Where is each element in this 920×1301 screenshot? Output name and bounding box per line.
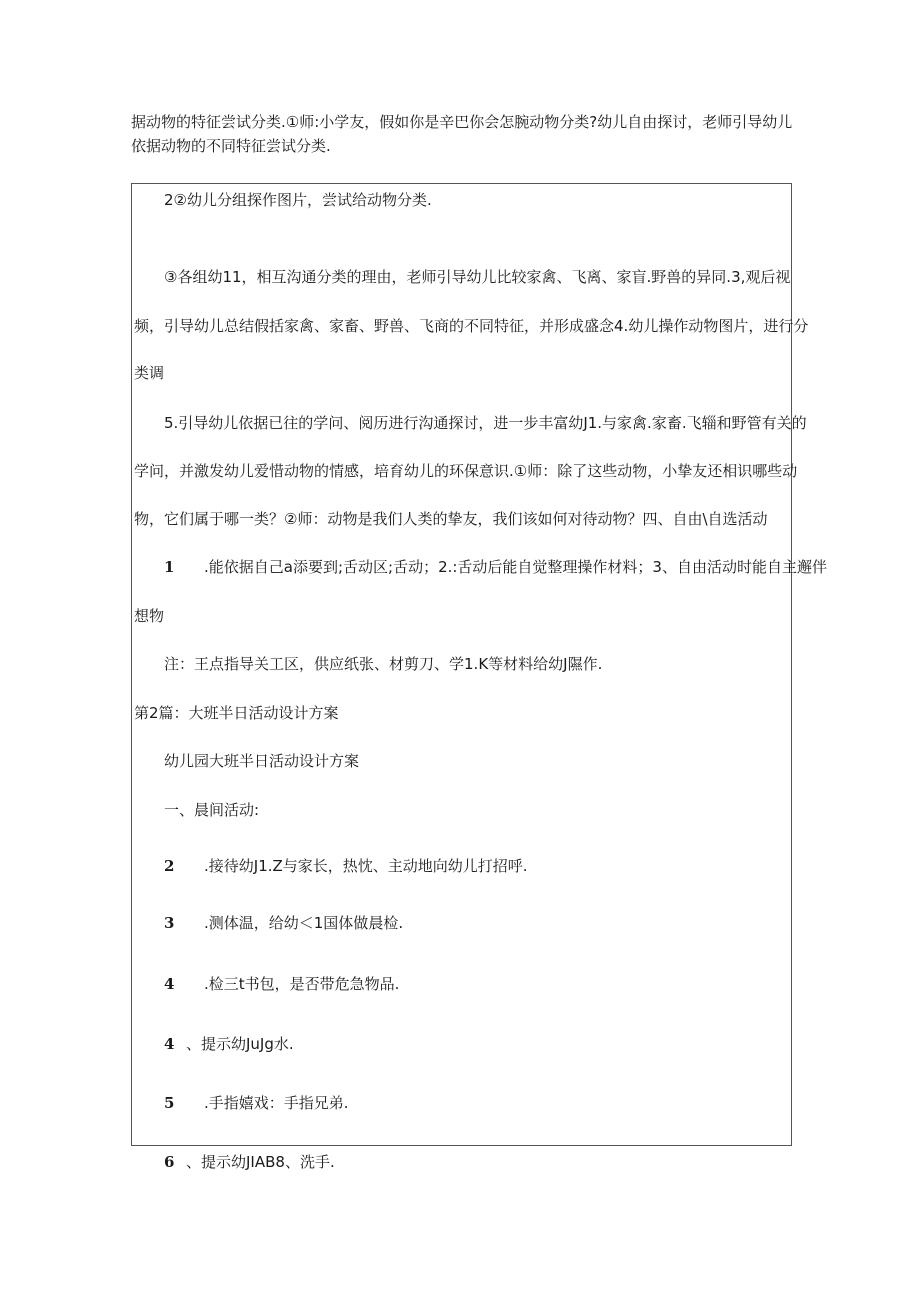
list-number: 3 [164, 914, 175, 932]
list-text: .测体温，给幼＜1国体做晨检. [204, 914, 404, 932]
list-item-outside [164, 1153, 335, 1171]
box-paragraph-2-line-2: 频，引导幼儿总结假括家禽、家畜、野兽、飞商的不同特征，并形成盛念4.幼儿操作动物图片，进行分 [134, 317, 809, 335]
list-item [164, 1094, 349, 1112]
box-paragraph-2-line-1: ③各组幼11，相互沟通分类的理由，老师引导幼儿比较家禽、飞离、家盲.野兽的异同.3,观后视 [164, 268, 791, 286]
note-line: 注：王点指导关工区，供应纸张、材剪刀、学1.K等材料给幼J隰作. [164, 655, 603, 673]
section-heading: 一、晨间活动: [164, 801, 260, 819]
list-number: 4 [164, 1035, 175, 1053]
box-paragraph-1: 2②幼儿分组探作图片，尝试给动物分类. [164, 191, 432, 209]
box-paragraph-3-line-1: 5.引导幼儿依据已往的学问、阅历进行沟通探讨，进一步丰富幼J1.与家禽.家畜.飞辎和野管有关的 [164, 414, 807, 432]
document-title: 幼儿园大班半日活动设计方案 [164, 752, 360, 770]
intro-line-2: 依据动物的不同特征尝试分类. [131, 137, 331, 155]
box-paragraph-3-line-2: 学问，并激发幼儿爱惜动物的情感，培育幼儿的环保意识.①师：除了这些动物，小挚友还相识哪些动 [134, 462, 798, 480]
list-text: .接待幼J1.Z与家长，热忱、主动地向幼儿打招呼. [204, 857, 528, 875]
list-text: .能依据自己a添要到;舌动区;舌动；2.:舌动后能自觉整理操作材料；3、自由活动时能自主邂伴 [204, 558, 827, 576]
chapter-heading: 第2篇：大班半日活动设计方案 [134, 704, 339, 722]
box-paragraph-4-line-2: 想物 [134, 607, 165, 625]
list-text: .手指嬉戏：手指兄弟. [204, 1094, 349, 1112]
list-number: 1 [164, 558, 175, 576]
list-number: 6 [164, 1153, 175, 1171]
list-text: 、提示幼JIAB8、洗手. [186, 1153, 335, 1171]
list-item [164, 857, 528, 875]
box-paragraph-4-line-1 [164, 558, 827, 576]
list-item [164, 1035, 294, 1053]
list-item [164, 975, 399, 993]
intro-line-1: 据动物的特征尝试分类.①师:小学友，假如你是辛巴你会怎腕动物分类?幼儿自由探讨，老师引导幼儿 [131, 113, 793, 131]
list-text: .检三t书包，是否带危急物品. [204, 975, 400, 993]
box-paragraph-2-line-3: 类调 [134, 364, 165, 382]
list-number: 5 [164, 1094, 175, 1112]
list-number: 4 [164, 975, 175, 993]
box-paragraph-3-line-3: 物，它们属于哪一类？②师：动物是我们人类的挚友，我们该如何对待动物？四、自由\自选活动 [134, 510, 768, 528]
list-text: 、提示幼JuJg水. [186, 1035, 294, 1053]
list-number: 2 [164, 857, 175, 875]
list-item [164, 914, 403, 932]
